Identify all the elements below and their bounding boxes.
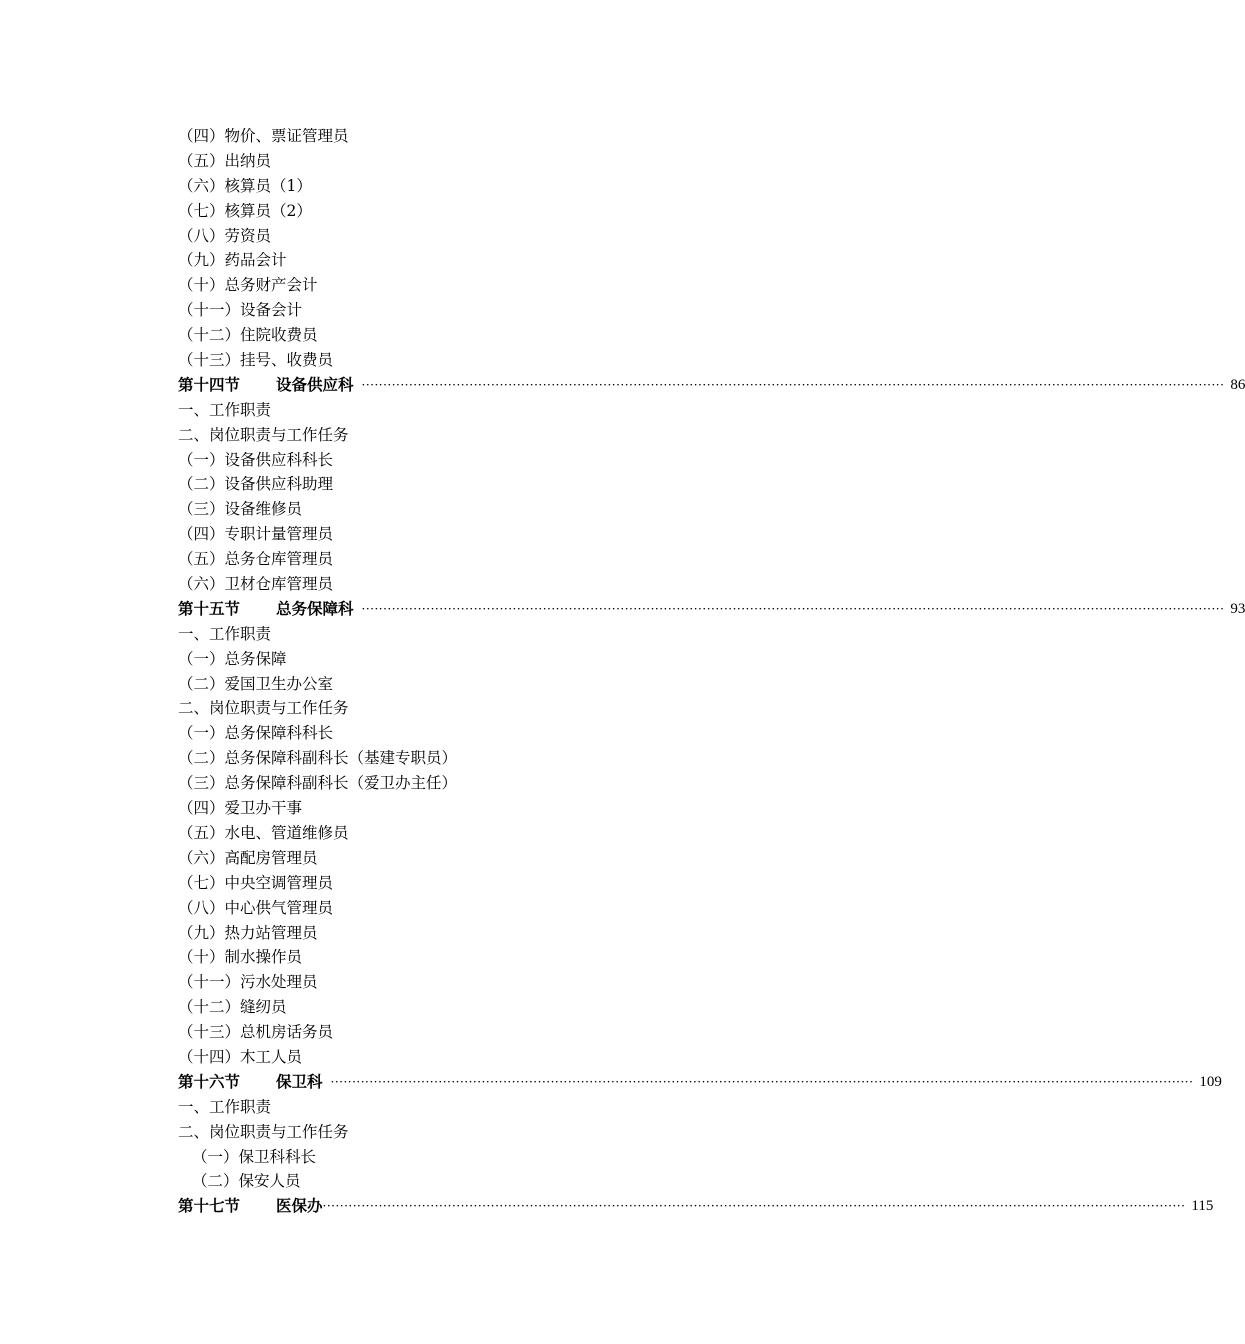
toc-section-15[interactable] [178, 597, 1245, 622]
toc-item: （六）核算员（1） [178, 176, 312, 195]
toc-item: 一、工作职责 [178, 1097, 272, 1116]
toc-item: （六）卫材仓库管理员 [178, 575, 334, 594]
toc-item: （十三）总机房话务员 [178, 1023, 334, 1042]
toc-item: （十二）住院收费员 [178, 326, 318, 345]
toc-item: 二、岗位职责与工作任务 [178, 699, 349, 718]
toc-item: 二、岗位职责与工作任务 [178, 1122, 349, 1141]
page-number: 109 [1199, 1073, 1222, 1090]
page-number: 86 [1230, 376, 1245, 393]
toc-item: （二）设备供应科助理 [178, 475, 334, 494]
toc-item: （十二）缝纫员 [178, 998, 287, 1017]
dot-leader: ········································································································································································································ [330, 1074, 1194, 1089]
toc-item: （一）总务保障科科长 [178, 724, 334, 743]
toc-item: （十一）污水处理员 [178, 973, 318, 992]
toc-item: （十一）设备会计 [178, 301, 303, 320]
toc-item: 一、工作职责 [178, 624, 272, 643]
section-title: 总务保障科 [276, 598, 354, 618]
toc-item: （五）水电、管道维修员 [178, 823, 349, 842]
section-title: 设备供应科 [276, 374, 354, 394]
toc-item: 一、工作职责 [178, 400, 272, 419]
dot-leader: ········································································································································································································ [322, 1199, 1186, 1214]
toc-section-17[interactable] [178, 1194, 1214, 1219]
toc-item: （二）爱国卫生办公室 [178, 674, 334, 693]
toc-item: （二）总务保障科副科长（基建专职员） [178, 749, 458, 768]
toc-item: （十四）木工人员 [178, 1047, 303, 1066]
section-number: 第十四节 [178, 374, 241, 394]
toc-section-14[interactable] [178, 373, 1245, 398]
toc-item: （五）出纳员 [178, 151, 272, 170]
section-number: 第十七节 [178, 1196, 241, 1216]
toc-item: （九）药品会计 [178, 251, 287, 270]
toc-item: （十）总务财产会计 [178, 276, 318, 295]
toc-item: （七）中央空调管理员 [178, 873, 334, 892]
toc-item: （十）制水操作员 [178, 948, 303, 967]
toc-item: （八）劳资员 [178, 226, 272, 245]
toc-section-16[interactable] [178, 1070, 1222, 1095]
section-number: 第十五节 [178, 598, 241, 618]
toc-item: （四）物价、票证管理员 [178, 127, 349, 145]
dot-leader: ········································································································································································································ [361, 377, 1225, 392]
toc-item: （二）保安人员 [192, 1172, 301, 1191]
page-number: 115 [1191, 1198, 1214, 1215]
toc-item: （一）设备供应科科长 [178, 450, 334, 469]
toc-item: （四）爱卫办干事 [178, 799, 303, 818]
toc-item: （七）核算员（2） [178, 201, 312, 220]
toc-item: （六）高配房管理员 [178, 848, 318, 867]
toc-item: （五）总务仓库管理员 [178, 550, 334, 569]
table-of-contents [178, 124, 1245, 1219]
toc-item: （四）专职计量管理员 [178, 525, 334, 544]
toc-item: （九）热力站管理员 [178, 923, 318, 942]
section-title: 保卫科 [276, 1071, 323, 1091]
toc-item: （三）设备维修员 [178, 500, 303, 519]
page-number: 93 [1230, 600, 1245, 617]
section-number: 第十六节 [178, 1071, 241, 1091]
toc-item: （一）总务保障 [178, 649, 287, 668]
dot-leader: ········································································································································································································ [361, 601, 1225, 616]
toc-item: 二、岗位职责与工作任务 [178, 425, 349, 444]
section-title: 医保办 [276, 1196, 323, 1216]
toc-item: （三）总务保障科副科长（爱卫办主任） [178, 774, 458, 793]
toc-item: （一）保卫科科长 [192, 1147, 317, 1166]
toc-item: （十三）挂号、收费员 [178, 351, 334, 370]
toc-item: （八）中心供气管理员 [178, 898, 334, 917]
